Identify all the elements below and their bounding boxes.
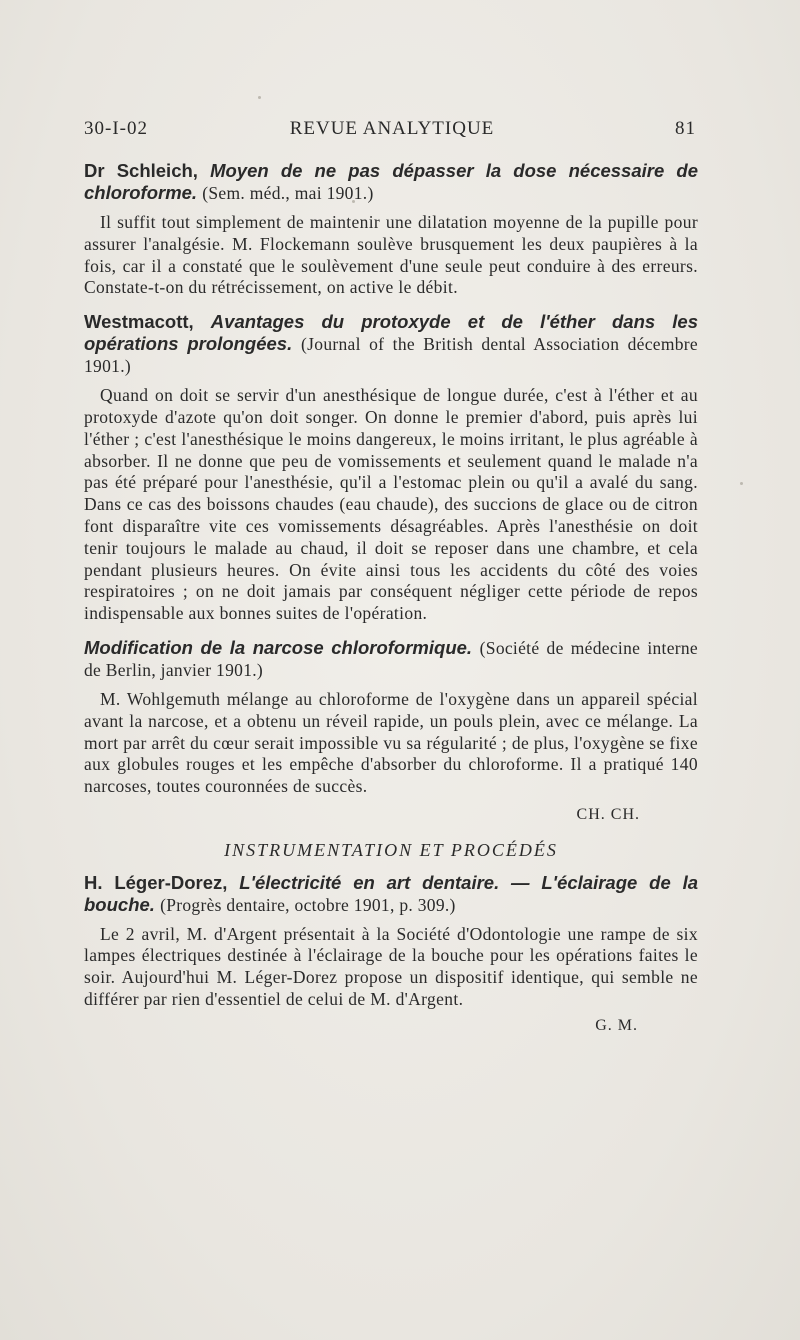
page-number: 81 (675, 118, 696, 139)
entry-source: (Journal of the British dental Association décembre 1901.) (84, 334, 698, 377)
abstract-entry (84, 637, 698, 826)
entry-paragraph: Il suffit tout simplement de maintenir une dilatation moyenne de la pupille pour assurer l'analgésie. M. Flockemann soulève brusquement les deux paupières à la fois, car il a constaté que le soulèvement d'une seule peut conduire à des erreurs. Constate-t-on du rétrécissement, on active le débit. (84, 212, 698, 298)
entry-author: Dr Schleich, (84, 160, 198, 181)
header-date: 30-I-02 (84, 118, 148, 139)
running-header (84, 118, 700, 144)
abstract-entry (84, 160, 698, 299)
abstract-entry (84, 311, 698, 625)
entry-paragraph: Le 2 avril, M. d'Argent présentait à la Société d'Odontologie une rampe de six lampes électriques destinée à l'éclairage de la bouche pour les opérations faites le soir. Aujourd'hui M. Léger-Dorez propose un dispositif identique, qui semble ne différer par rien d'essentiel de celui de M. d'Argent. (84, 923, 698, 1009)
entry-title (84, 637, 698, 681)
entry-paragraph: M. Wohlgemuth mélange au chloroforme de l'oxygène dans un appareil spécial avant la narcose, et a obtenu un réveil rapide, un pouls plein, avec ce mélange. La mort par arrêt du cœur serait impossible vu sa régularité ; de plus, l'oxygène se fixe aux globules rouges et les empêche d'absorber du chloroforme. Il a pratiqué 140 narcoses, toutes couronnées de succès. (84, 688, 698, 797)
entry-signature: G. M. (595, 1016, 638, 1034)
entry-author: H. Léger-Dorez, (84, 871, 228, 893)
entry-work-title: L'électricité en art dentaire. — L'éclairage de la bouche. (84, 871, 699, 915)
entry-author: Westmacott, (84, 311, 194, 333)
paper-speck (258, 96, 261, 99)
entry-signature: CH. CH. (576, 805, 640, 823)
entry-source: (Progrès dentaire, octobre 1901, p. 309.) (160, 894, 456, 915)
entry-title (84, 311, 698, 377)
entry-paragraph: Quand on doit se servir d'un anesthésique de longue durée, c'est à l'éther et au protoxyde d'azote qu'on doit songer. On donne le premier d'abord, puis après lui l'éther ; c'est l'anesthésique le moins dangereux, le moins irritant, le plus agréable à absorber. Il ne donne que peu de vomissements et seulement quand le malade n'a pas été préparé pour l'anesthésie, qu'il a l'estomac plein ou qu'il a avalé du sang. Dans ce cas des boissons chaudes (eau chaude), des succions de glace ou de citron font disparaître vite ces vomissements désagréables. Après l'anesthésie on doit tenir toujours le malade au chaud, il doit se reposer dans une chambre, et cela pendant plusieurs heures. On évite ainsi tous les accidents du côté des voies respiratoires ; on ne doit jamais par conséquent négliger cette période de repos indispensable aux bonnes suites de l'opération. (84, 385, 698, 624)
entry-title (84, 160, 698, 204)
abstract-entry (84, 872, 698, 1037)
paper-speck (740, 482, 743, 485)
entry-work-title: Avantages du protoxyde et de l'éther dans les opérations prolongées. (84, 311, 699, 355)
entry-title (84, 872, 698, 916)
section-heading: INSTRUMENTATION ET PROCÉDÉS (224, 839, 558, 860)
header-journal-title: REVUE ANALYTIQUE (289, 118, 495, 139)
article-body (84, 160, 698, 1049)
entry-source: (Sem. méd., mai 1901.) (202, 183, 374, 203)
entry-work-title: Modification de la narcose chloroformique. (84, 636, 473, 658)
entry-work-title: Moyen de ne pas dépasser la dose nécessaire de chloroforme. (84, 160, 698, 203)
entry-source: (Société de médecine interne de Berlin, janvier 1901.) (84, 637, 699, 680)
